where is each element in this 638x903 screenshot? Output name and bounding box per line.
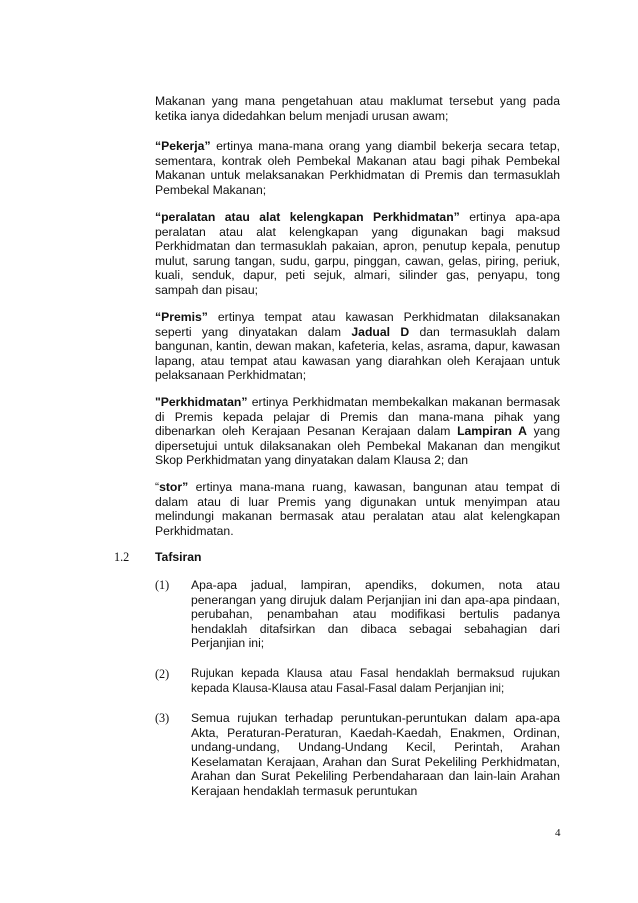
term-peralatan: “peralatan atau alat kelengkapan Perkhidmatan” bbox=[155, 210, 460, 224]
definition-premis-text-a: ertinya tempat atau kawasan Perkhidmatan dilaksanakan seperti yang dinyatakan dalam bbox=[155, 310, 560, 339]
item-text-2: Rujukan kepada Klausa atau Fasal hendaklah bermaksud rujukan kepada Klausa-Klausa atau Fasal-Fasal dalam Perjanjian ini; bbox=[191, 667, 560, 695]
definition-premis-text-b: dan termasuklah dalam bangunan, kantin, dewan makan, kafeteria, kelas, asrama, dapur, kawasan lapang, atau tempat atau kawasan yang diarahkan oleh Kerajaan untuk pelaksanaan Perkhidmatan; bbox=[155, 324, 560, 383]
definition-peralatan-text: ertinya apa-apa peralatan atau alat kelengkapan yang digunakan bagi maksud Perkhidmatan dan termasuklah pakaian, apron, penutup kepala, penutup mulut, sarung tangan, sudu, garpu, pinggan, cawan, gelas, piring, periuk, kuali, senduk, dapur, peti sejuk, almari, silinder gas, penyapu, tong sampah dan pisau; bbox=[155, 210, 560, 297]
item-number-3: (3) bbox=[155, 711, 170, 725]
definition-peralatan bbox=[155, 210, 560, 298]
term-premis: “Premis” bbox=[155, 310, 208, 324]
section-title: Tafsiran bbox=[155, 550, 202, 564]
definition-perkhidmatan bbox=[155, 395, 560, 468]
definition-pekerja bbox=[155, 139, 560, 197]
term-perkhidmatan: "Perkhidmatan” bbox=[155, 395, 248, 409]
ref-jadual-d: Jadual D bbox=[351, 324, 410, 339]
section-number: 1.2 bbox=[114, 550, 130, 564]
item-number-1: (1) bbox=[155, 578, 170, 592]
stor-open-quote: “ bbox=[155, 480, 160, 494]
item-number-2: (2) bbox=[155, 667, 170, 681]
item-text-1: Apa-apa jadual, lampiran, apendiks, dokumen, nota atau penerangan yang dirujuk dalam Perjanjian ini dan apa-apa pindaan, perubahan, penambahan atau modifikasi bertulis padanya hendaklah ditafsirkan dan dibaca sebagai sebahagian dari Perjanjian ini; bbox=[191, 578, 560, 651]
page-number: 4 bbox=[555, 827, 561, 839]
definition-premis bbox=[155, 310, 560, 383]
item-text-3: Semua rujukan terhadap peruntukan-peruntukan dalam apa-apa Akta, Peraturan-Peraturan, Kaedah-Kaedah, Enakmen, Ordinan, undang-undang, Undang-Undang Kecil, Perintah, Arahan Keselamatan Kerajaan, Arahan dan Surat Pekeliling Perkhidmatan, Arahan dan Surat Pekeliling Perbendaharaan dan lain-lain Arahan Kerajaan hendaklah termasuk peruntukan bbox=[191, 711, 560, 798]
definition-perkhidmatan-text-a: ertinya Perkhidmatan membekalkan makanan bermasak di Premis kepada pelajar di Premis dan mana-mana pihak yang dibenarkan oleh Kerajaan Pesanan Kerajaan dalam bbox=[155, 395, 560, 439]
term-pekerja: “Pekerja” bbox=[155, 139, 211, 153]
term-stor: stor” bbox=[159, 480, 189, 494]
definition-perkhidmatan-text-b: yang dipersetujui untuk dilaksanakan oleh Pembekal Makanan dan mengikut Skop Perkhidmatan yang dinyatakan dalam Klausa 2; dan bbox=[155, 424, 561, 468]
definition-pekerja-text: ertinya mana-mana orang yang diambil bekerja secara tetap, sementara, kontrak oleh Pembekal Makanan atau bagi pihak Pembekal Makanan untuk melaksanakan Perkhidmatan di Premis dan termasuklah Pembekal Makanan; bbox=[155, 139, 560, 197]
definition-stor bbox=[155, 480, 560, 538]
definition-makanan-continued: Makanan yang mana pengetahuan atau maklumat tersebut yang pada ketika ianya didedahkan belum menjadi urusan awam; bbox=[155, 94, 560, 123]
definition-stor-text: ertinya mana-mana ruang, kawasan, bangunan atau tempat di dalam atau di luar Premis yang digunakan untuk menyimpan atau melindungi makanan bermasak atau peralatan atau alat kelengkapan Perkhidmatan. bbox=[155, 480, 560, 538]
ref-lampiran-a: Lampiran A bbox=[457, 424, 527, 439]
